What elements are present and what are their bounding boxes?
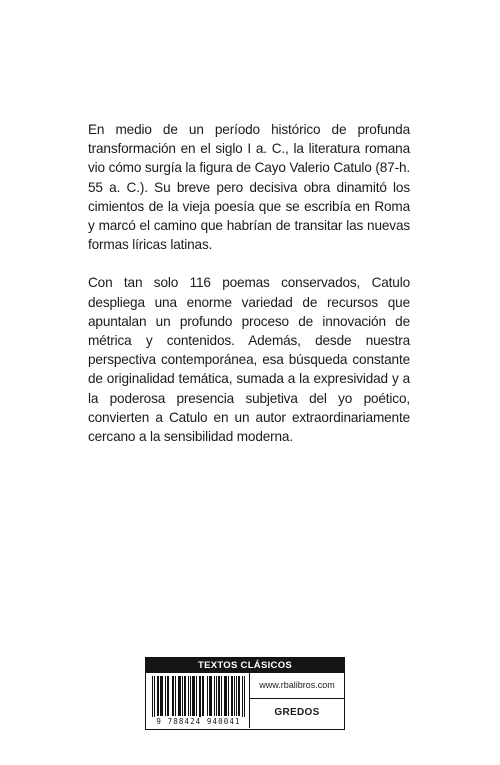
barcode-bar (210, 676, 211, 716)
barcode-bar (188, 676, 189, 716)
barcode-bars (151, 676, 246, 720)
barcode-bar (173, 676, 174, 716)
barcode-bar (194, 676, 195, 716)
barcode-bar (190, 676, 191, 716)
barcode-bar (219, 676, 220, 716)
barcode-bar (179, 676, 180, 716)
barcode-bar (203, 676, 204, 716)
barcode-bar (242, 676, 243, 720)
barcode-bar (158, 676, 159, 716)
barcode-bar (199, 676, 200, 720)
barcode-bar (244, 676, 245, 720)
barcode-bar (218, 676, 219, 716)
barcode-bar (172, 676, 173, 716)
imprint-body (146, 673, 344, 728)
barcode-bar (214, 676, 215, 716)
barcode-bar (216, 676, 217, 716)
barcode-bar (192, 676, 193, 716)
barcode-bar (154, 676, 155, 720)
barcode-bar (226, 676, 227, 716)
blurb-paragraph-2: Con tan solo 116 poemas conservados, Catulo despliega una enorme variedad de recursos que apuntalan un profundo proceso de innovación de métrica y contenidos. Además, desde nuestra perspectiva contemporánea, esa búsqueda constante de originalidad temática, sumada a la expresividad y a la poderosa presencia subjetiva del yo poético, convierten a Catulo en un autor extraordinariamente cercano a la sensibilidad moderna. (88, 275, 410, 445)
barcode-bar (231, 676, 232, 716)
barcode-bar (228, 676, 229, 716)
barcode-bar (168, 676, 169, 716)
barcode-bar (162, 676, 163, 716)
barcode-bar (157, 676, 158, 716)
barcode-bar (196, 676, 197, 716)
barcode-bar (182, 676, 183, 716)
barcode-bar (234, 676, 235, 716)
barcode-bar (224, 676, 225, 716)
barcode-bar (165, 676, 166, 716)
publisher-website[interactable]: www.rbalibros.com (250, 673, 344, 699)
barcode-bar (221, 676, 222, 716)
back-cover-blurb (88, 120, 410, 465)
barcode-bar (184, 676, 185, 716)
series-label: TEXTOS CLÁSICOS (146, 658, 344, 673)
barcode-bar (207, 676, 208, 716)
barcode-bar (200, 676, 201, 720)
barcode-bar (202, 676, 203, 716)
barcode-bar (152, 676, 153, 720)
barcode-bar (161, 676, 162, 716)
publisher-name: GREDOS (274, 707, 320, 718)
barcode-bar (239, 676, 240, 716)
imprint-box (145, 657, 345, 730)
barcode-bar (209, 676, 210, 716)
barcode-bar (178, 676, 179, 716)
isbn-number: 9 788424 940041 (151, 717, 246, 726)
barcode-bar (175, 676, 176, 716)
barcode-bar (180, 676, 181, 716)
barcode-bar (167, 676, 168, 716)
isbn-barcode (151, 676, 246, 726)
barcode-bar (160, 676, 161, 716)
barcode-bar (225, 676, 226, 716)
blurb-paragraph-1: En medio de un período histórico de profunda transformación en el siglo I a. C., la literatura romana vio cómo surgía la figura de Cayo Valerio Catulo (87-h. 55 a. C.). Su breve pero decisiva obra dinamitó los cimientos de la vieja poesía que se escribía en Roma y marcó el camino que habrían de transitar las nuevas formas líricas latinas. (88, 122, 410, 253)
barcode-bar (238, 676, 239, 716)
barcode-bar (211, 676, 212, 716)
publisher-column (249, 673, 344, 728)
barcode-bar (193, 676, 194, 716)
barcode-bar (185, 676, 186, 716)
barcode-bar (236, 676, 237, 716)
barcode-bar (232, 676, 233, 716)
